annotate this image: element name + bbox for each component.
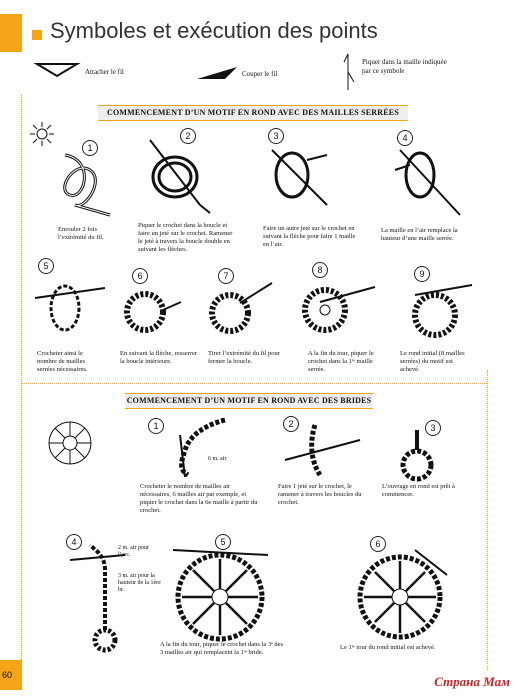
s2-step-6-caption: Le 1ᵉʳ tour du rond initial est achevé.: [340, 644, 436, 651]
step-3-number: 3: [268, 128, 284, 144]
accent-bar-top: [0, 14, 22, 52]
insert-symbol-icon: [338, 52, 358, 92]
s2-step-6-number: 6: [370, 536, 386, 552]
step-4-caption: La maille en l’air remplace la hauteur d’une maille serrée.: [381, 227, 458, 242]
section-divider: [21, 383, 487, 384]
step-2-diagram: [140, 135, 215, 215]
title-bullet: [32, 30, 42, 40]
step-2-number: 2: [180, 128, 196, 144]
cut-symbol-icon: [195, 65, 239, 81]
s2-step-3-number: 3: [425, 420, 441, 436]
s2-step-6-diagram: [355, 545, 455, 645]
step-7-caption: Tirer l’extrémité du fil pour fermer la boucle.: [208, 350, 280, 365]
step-5-number: 5: [38, 258, 54, 274]
s2-step-4-label-arc: 2 m. air pour l’arc.: [118, 545, 149, 558]
step-4-diagram: [380, 140, 470, 220]
s2-step-1-diagram: [150, 415, 240, 480]
step-7-diagram: [200, 278, 275, 348]
step-6-number: 6: [132, 268, 148, 284]
step-9-diagram: [400, 280, 475, 350]
s2-step-1-label: 6 m. air: [208, 456, 227, 462]
step-8-number: 8: [312, 262, 328, 278]
step-6-caption: En suivant la flèche, resserrer la boucle intérieure.: [120, 350, 198, 365]
s2-step-4-number: 4: [66, 534, 82, 550]
s2-step-5-diagram: [168, 545, 278, 645]
s2-step-5-number: 5: [215, 534, 231, 550]
double-crochet-ring-symbol-icon: [45, 418, 95, 468]
step-1-diagram: [55, 150, 115, 220]
page-title: Symboles et exécution des points: [50, 18, 378, 43]
step-3-caption: Faire un autre jeté sur le crochet en suivant la flèche pour faire 1 maille en l’air.: [263, 225, 356, 248]
attach-symbol-icon: [35, 62, 79, 78]
s2-step-2-number: 2: [283, 416, 299, 432]
section2-banner: COMMENCEMENT D’UN MOTIF EN ROND AVEC DES BRIDES: [125, 393, 373, 409]
step-3-diagram: [262, 140, 337, 215]
step-5-caption: Crocheter ainsi le nombre de mailles serrées nécessaires.: [37, 350, 88, 373]
s2-step-4-label-height: 3 m. air pour la hauteur de la 1ère br.: [118, 573, 161, 593]
step-6-diagram: [115, 280, 185, 350]
step-9-caption: Le rond initial (8 mailles serrées) du motif est achevé.: [400, 350, 465, 373]
right-rule: [487, 370, 488, 670]
step-1-caption: Enrouler 2 fois l’extrémité du fil.: [58, 226, 104, 241]
legend-attach: Attacher le fil: [85, 68, 124, 76]
s2-step-2-diagram: [275, 420, 365, 480]
step-5-diagram: [30, 268, 110, 343]
step-2-caption: Piquer le crochet dans la boucle et faire un jeté sur le crochet. Ramener le jeté à travers la boucle double en suivant les flèches.: [138, 222, 233, 253]
s2-step-3-caption: L’ouvrage en rond est prêt à commencer.: [382, 483, 455, 498]
section1-banner: COMMENCEMENT D’UN MOTIF EN ROND AVEC DES MAILLES SERRÉES: [98, 105, 408, 121]
step-1-number: 1: [82, 140, 98, 156]
step-8-diagram: [290, 272, 380, 347]
s2-step-2-caption: Faire 1 jeté sur le crochet, le ramener à travers les boucles du crochet.: [278, 483, 362, 506]
step-4-number: 4: [397, 130, 413, 146]
page-number: 60: [2, 670, 13, 680]
s2-step-1-caption: Crocheter le nombre de mailles air nécessaires, 6 mailles air par exemple, et piquer le crochet dans la 6e maille à partir du crochet.: [140, 483, 258, 514]
legend-insert: Piquer dans la maille indiquée par ce symbole: [362, 58, 447, 75]
legend-cut: Couper le fil: [242, 70, 278, 78]
sun-chart-symbol-icon: [30, 122, 54, 146]
step-8-caption: A la fin du tour, piquer le crochet dans la 1ʳᵉ maille serrée.: [308, 350, 374, 373]
s2-step-3-diagram: [395, 425, 445, 485]
watermark: Страна Мам: [434, 674, 510, 689]
step-7-number: 7: [218, 268, 234, 284]
step-9-number: 9: [414, 266, 430, 282]
s2-step-5-caption: A la fin du tour, piquer le crochet dans la 3ᵉ des 3 mailles air qui remplacent la 1ʳᵉ bride.: [160, 641, 284, 656]
s2-step-1-number: 1: [148, 418, 164, 434]
